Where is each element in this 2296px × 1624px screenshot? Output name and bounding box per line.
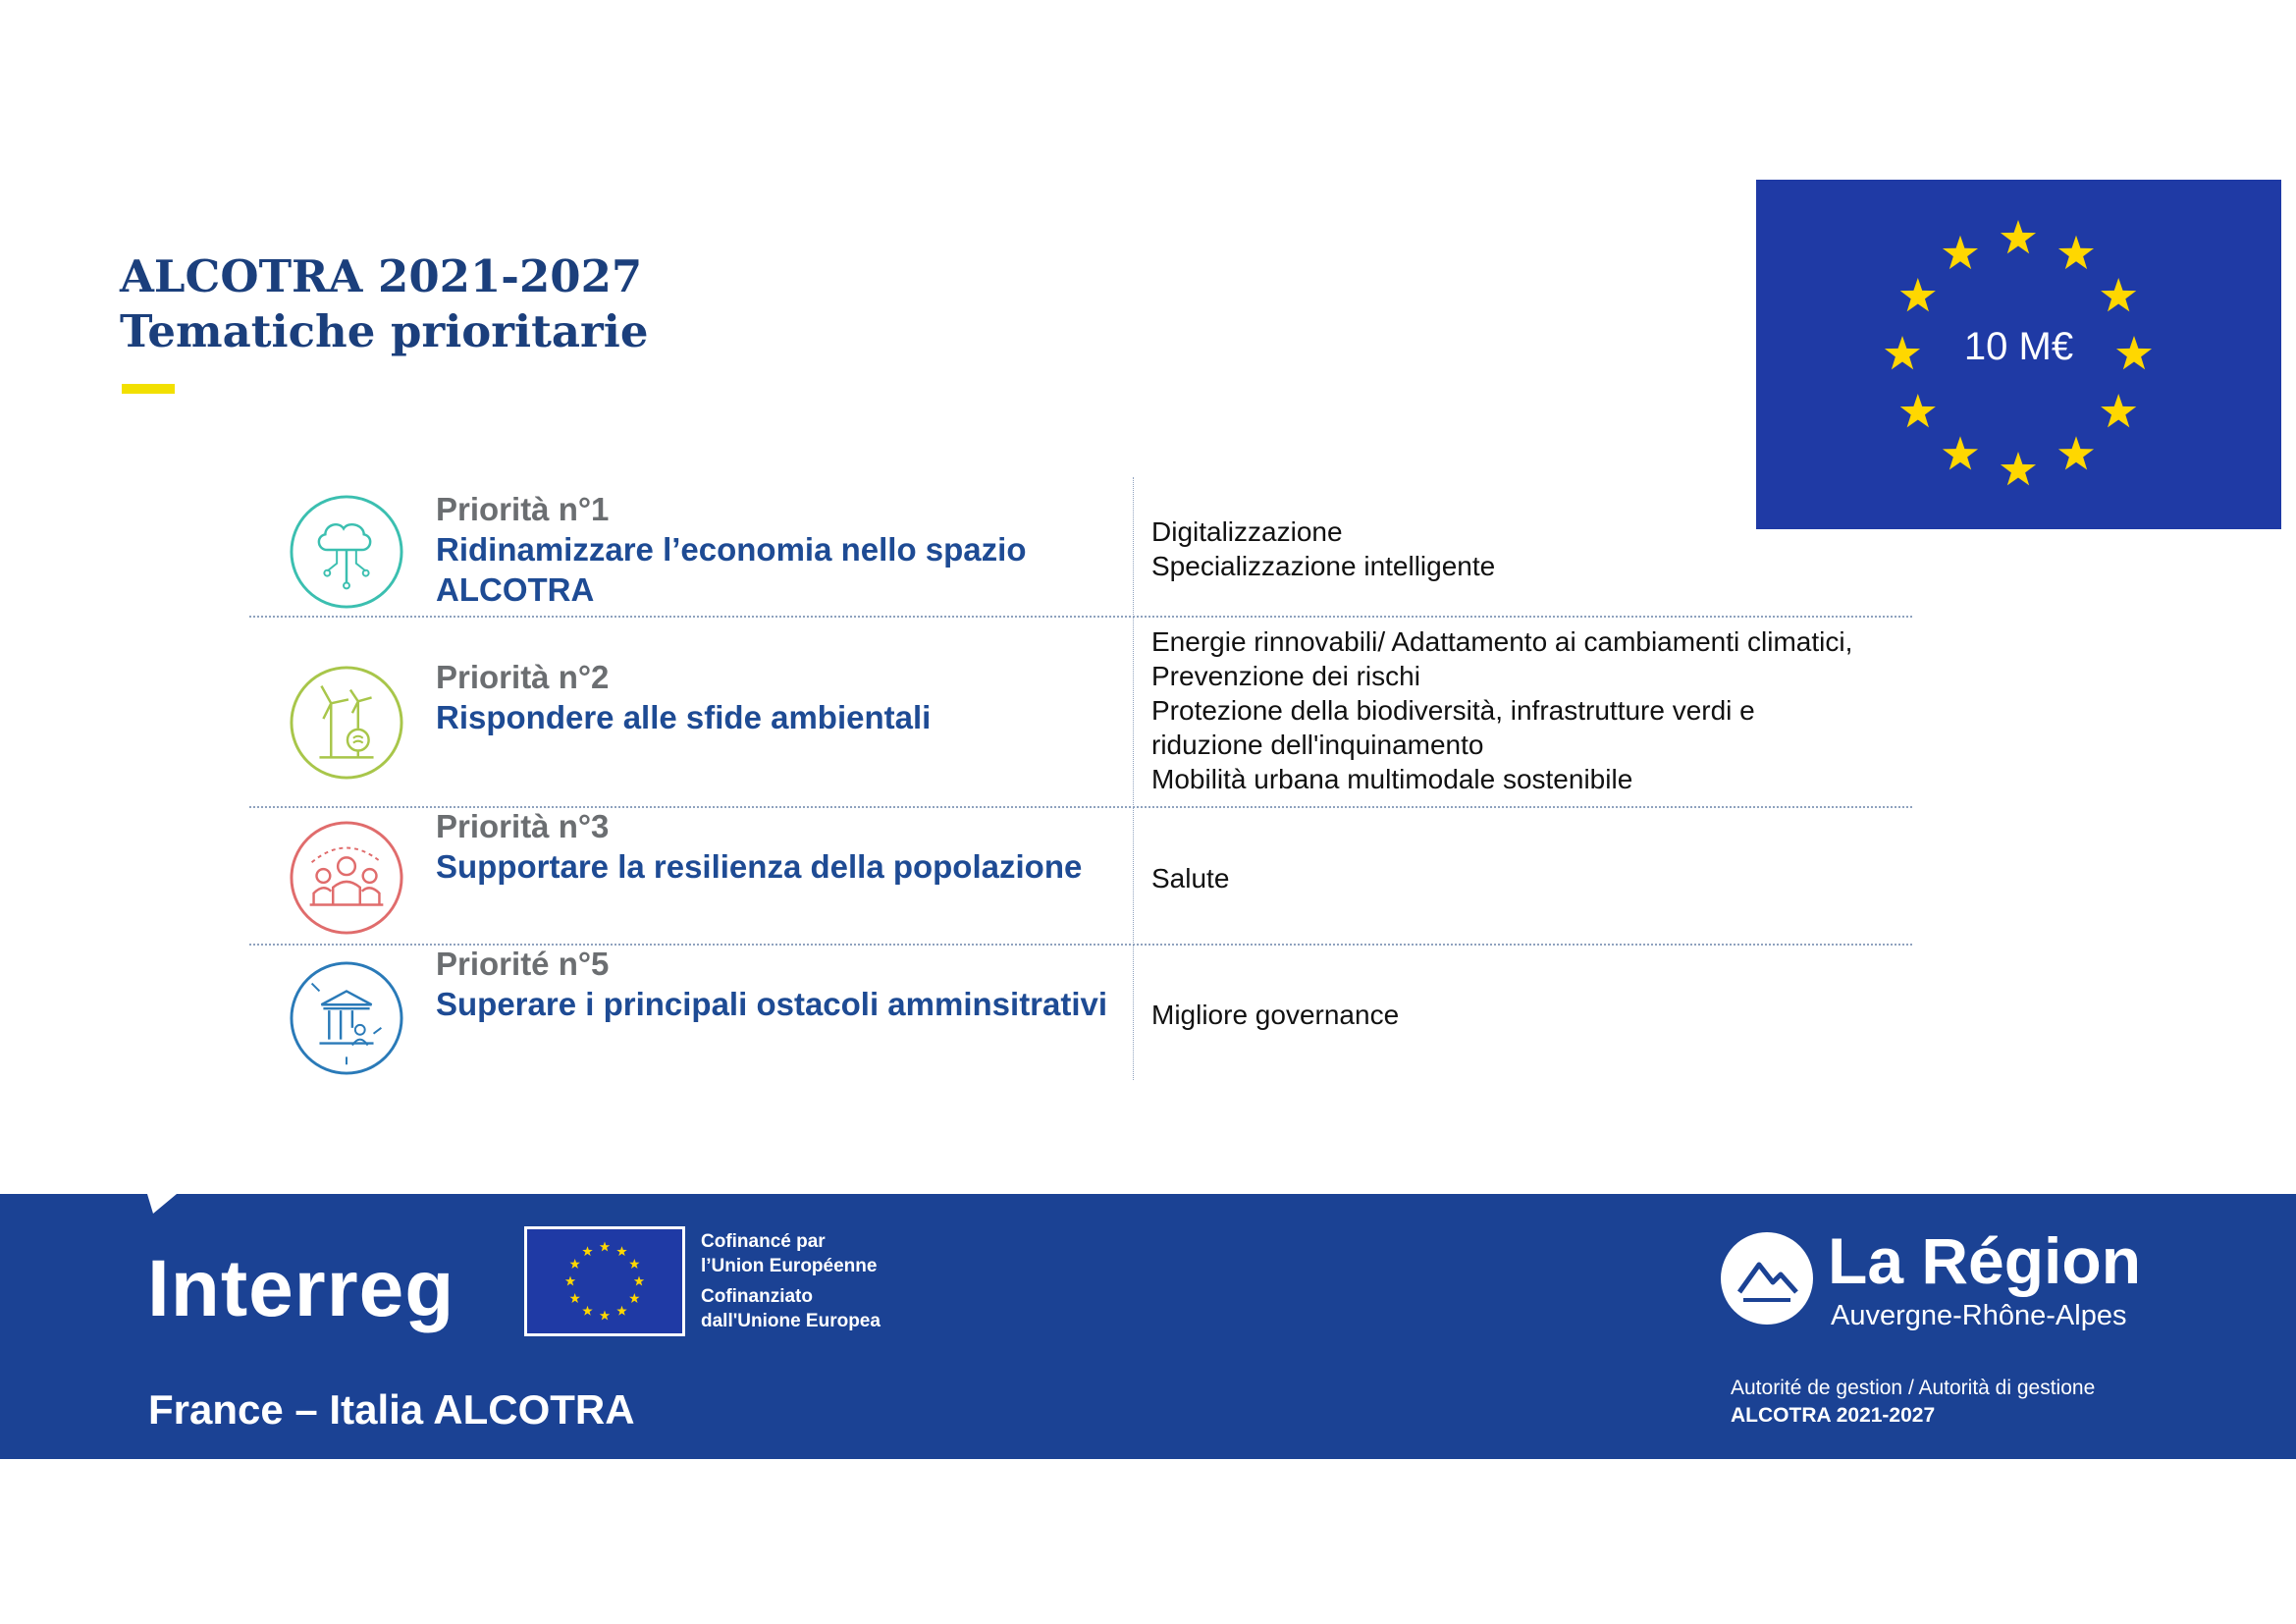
wind-turbine-icon [289,665,404,781]
eu-star-icon [1943,236,1978,269]
cofinance-fr [701,1229,917,1278]
priority-title: Supportare la resilienza della popolazione [436,848,1083,885]
region-logo-icon [1720,1231,1814,1326]
region-name: La Région [1828,1224,2142,1297]
priority-label: Priorità n°1 [436,491,610,527]
eu-star-icon [629,1293,639,1303]
eu-star-icon [569,1293,579,1303]
public-building-icon [289,960,404,1076]
title-line-1: ALCOTRA 2021-2027 [120,250,643,302]
eu-star-icon [2058,236,2094,269]
eu-star-icon [600,1242,610,1252]
theme-item: Digitalizzazione [1151,516,1343,547]
interreg-logo: Interreg [147,1244,455,1333]
eu-star-icon [629,1259,639,1269]
eu-star-icon [2058,436,2094,469]
budget-amount: 10 M€ [1963,325,2074,368]
footer-band [0,1194,2296,1459]
authority-program: ALCOTRA 2021-2027 [1731,1404,1936,1427]
eu-star-icon [616,1246,626,1256]
eu-star-icon [1943,436,1978,469]
priority-title: Rispondere alle sfide ambientali [436,699,932,735]
priority-themes [1151,861,1907,895]
theme-item: Prevenzione dei rischi [1151,661,1420,691]
priority-row-1 [249,477,1912,616]
priority-label: Priorità n°3 [436,808,610,844]
priority-row-3 [249,806,1912,944]
priority-table [249,477,1912,1080]
eu-flag-small-icon [524,1226,685,1336]
eu-star-icon [2101,394,2136,427]
cofinance-fr-line: Cofinancé par [701,1231,826,1252]
priority-themes [1151,998,1907,1032]
cofinance-fr-line: l’Union Européenne [701,1256,878,1276]
eu-star-icon [565,1276,575,1286]
priority-label: Priorità n°2 [436,659,610,695]
priority-row-4 [249,944,1912,1080]
theme-item: Migliore governance [1151,1000,1400,1030]
priority-themes [1151,624,1907,796]
title-line-2: Tematiche prioritarie [120,305,649,357]
cofinance-it [701,1284,917,1333]
theme-item: Protezione della biodiversità, infrastrutture verdi e [1151,695,1755,726]
eu-star-icon [616,1306,626,1316]
eu-star-icon [634,1276,644,1286]
eu-star-icon [1900,278,1936,311]
eu-star-icon [2001,220,2036,253]
eu-star-icon [600,1311,610,1321]
cofinance-it-line: Cofinanziato [701,1286,813,1307]
eu-star-icon [1900,394,1936,427]
people-group-icon [289,820,404,936]
eu-star-icon [2001,452,2036,485]
theme-item: riduzione dell'inquinamento [1151,730,1484,760]
authority-label: Autorité de gestion / Autorità di gestione [1731,1377,2096,1399]
theme-item: Specializzazione intelligente [1151,551,1496,581]
priority-label: Priorité n°5 [436,946,610,982]
priority-title: Ridinamizzare l’economia nello spazio ALCOTRA [436,531,1027,608]
priority-themes [1151,514,1907,583]
theme-item: Energie rinnovabili/ Adattamento ai cambiamenti climatici, [1151,626,1853,657]
eu-star-icon [582,1306,592,1316]
theme-item: Mobilità urbana multimodale sostenibile [1151,764,1633,794]
region-subtitle: Auvergne-Rhône-Alpes [1831,1300,2127,1331]
program-name: France – Italia ALCOTRA [148,1386,635,1433]
title-accent-bar [122,384,175,394]
theme-item: Salute [1151,863,1230,893]
priority-title: Superare i principali ostacoli amminsitrativi [436,986,1108,1022]
page-title [120,249,648,359]
cofinance-it-line: dall'Unione Europea [701,1311,881,1331]
eu-star-icon [582,1246,592,1256]
eu-flag-small-stars [527,1229,682,1333]
eu-star-icon [2101,278,2136,311]
eu-star-icon [569,1259,579,1269]
innovation-tree-icon [289,494,404,610]
priority-row-2 [249,616,1912,806]
